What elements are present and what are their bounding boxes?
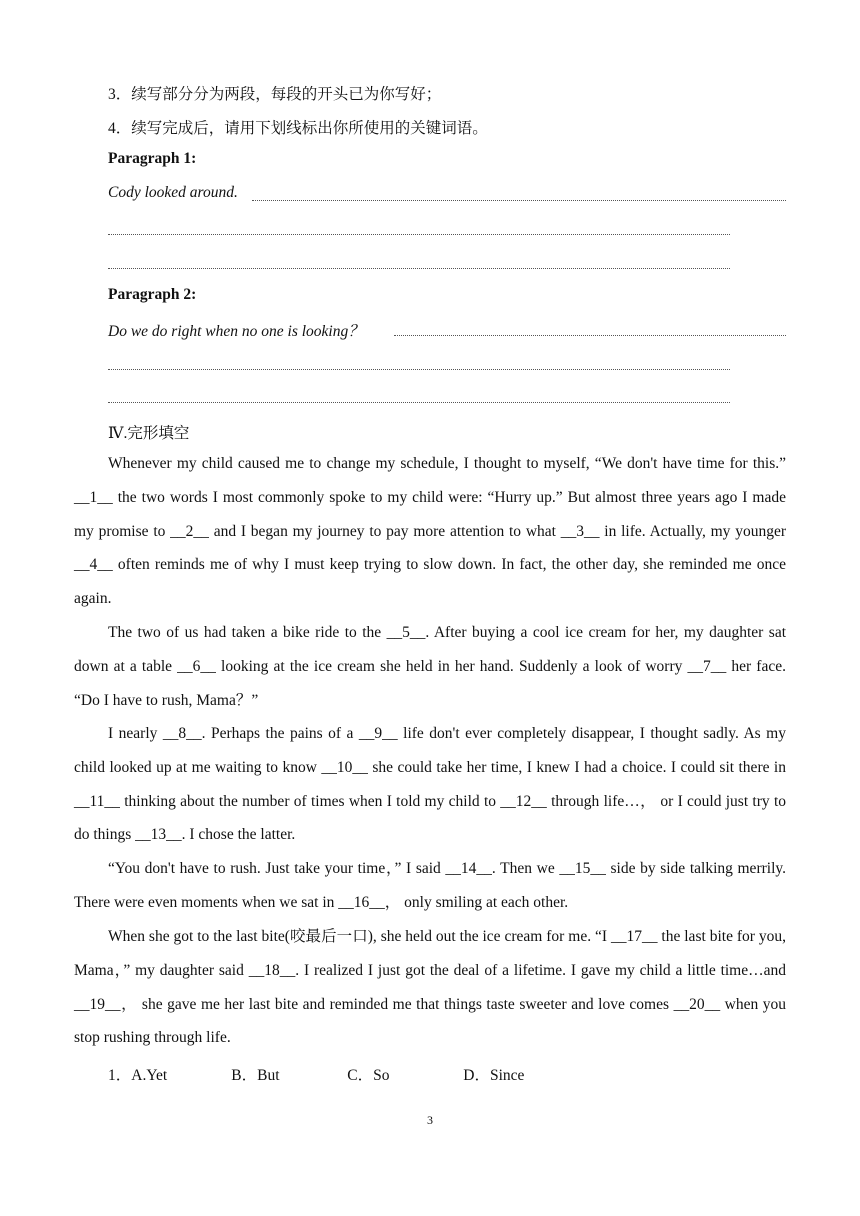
writing-line[interactable] [108,402,730,403]
question-1 [108,1063,524,1085]
option-c[interactable]: C．So [347,1067,390,1084]
writing-line[interactable] [394,335,786,336]
paragraph2-opening: Do we do right when no one is looking？ [108,323,364,340]
writing-line[interactable] [108,234,730,235]
passage-paragraph-4: “You don't have to rush. Just take your time，” I said __14__. Then we __15__ side by side talking merrily. There were even moments when we sat in __16__， only smiling at each other. [74,860,786,911]
passage-paragraph-5: When she got to the last bite(咬最后一口), she held out the ice cream for me. “I __17__ the last bite for you, Mama，” my daughter said __18__. I realized I just got the deal of a lifetime. I gave my child a little time…and __19__， she gave me her last bite and reminded me that things taste sweeter and love comes __20__ when you stop rushing through life. [74,928,786,1047]
option-a[interactable]: A.Yet [131,1067,168,1084]
option-b[interactable]: B．But [231,1067,280,1084]
writing-line[interactable] [108,369,730,370]
writing-line[interactable] [108,268,730,269]
passage-paragraph-1: Whenever my child caused me to change my schedule, I thought to myself, “We don't have time for this.” __1__ the two words I most commonly spoke to my child were: “Hurry up.” But almost three years ago I made my promise to __2__ and I began my journey to pay more attention to what __3__ in life. Actually, my younger __4__ often reminds me of why I must keep trying to slow down. In fact, the other day, she reminded me once again. [74,455,786,608]
paragraph1-heading: Paragraph 1: [108,150,197,167]
writing-line[interactable] [252,200,786,201]
passage-paragraph-3: I nearly __8__. Perhaps the pains of a __9__ life don't ever completely disappear, I thought sadly. As my child looked up at me waiting to know __10__ she could take her time, I knew I had a choice. I could sit there in __11__ thinking about the number of times when I told my child to __12__ through life…， or I could just try to do things __13__. I chose the latter. [74,725,786,844]
section-title: Ⅳ.完形填空 [108,425,190,442]
instruction-4: 4．续写完成后，请用下划线标出你所使用的关键词语。 [108,120,488,137]
page-number: 3 [427,1113,433,1127]
question-number: 1． [108,1067,132,1084]
passage-paragraph-2: The two of us had taken a bike ride to the __5__. After buying a cool ice cream for her, my daughter sat down at a table __6__ looking at the ice cream she held in her hand. Suddenly a look of worry __7__ her face. “Do I have to rush, Mama？” [74,624,786,709]
paragraph2-heading: Paragraph 2: [108,286,197,303]
paragraph1-opening: Cody looked around. [108,184,238,201]
option-d[interactable]: D．Since [463,1067,525,1084]
instruction-3: 3．续写部分分为两段，每段的开头已为你写好； [108,86,442,103]
